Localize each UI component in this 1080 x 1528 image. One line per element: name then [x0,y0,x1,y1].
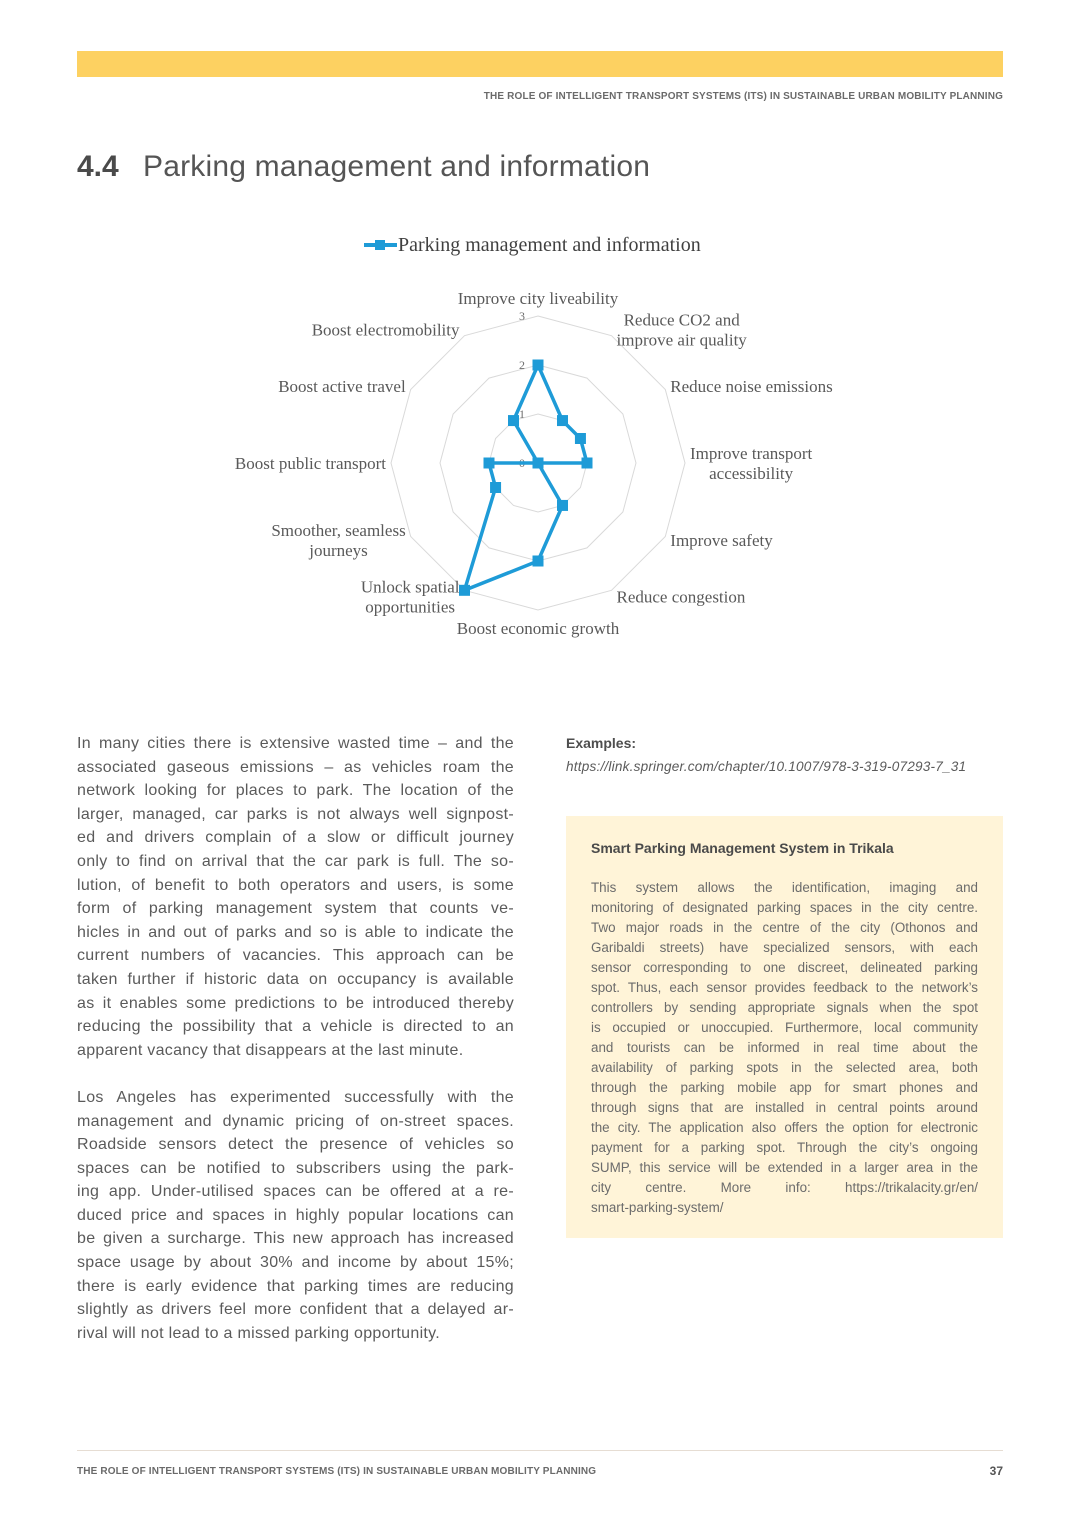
running-footer-title: THE ROLE OF INTELLIGENT TRANSPORT SYSTEMS (ITS) IN SUSTAINABLE URBAN MOBILITY PLANNING [77,1466,597,1477]
text-line: lution, of benefit to both operators and users, is some [77,876,514,894]
body-paragraph [77,1086,514,1346]
data-point-marker [533,556,544,567]
text-line: and tourists can be informed in real time about the [591,1040,978,1055]
text-line: spot. Thus, each sensor provides feedback to the network’s [591,980,978,995]
section-number: 4.4 [77,150,119,183]
axis-category-label: Improve safety [670,531,773,550]
radial-tick-label: 0 [519,456,525,470]
data-point-marker [490,482,501,493]
data-point-marker [508,415,519,426]
text-line: is occupied or unoccupied. Furthermore, local community [591,1020,978,1035]
data-point-marker [533,458,544,469]
axis-category-label: Boost public transport [234,454,386,473]
data-point-marker [557,415,568,426]
text-line: as it enables some predictions to be introduced thereby [77,994,514,1012]
text-line: apparent vacancy that disappears at the last minute. [77,1041,464,1059]
text-line: In many cities there is extensive wasted time – and the [77,735,514,752]
text-line: Two major roads in the centre of the city (Othonos and [591,920,978,935]
text-line: associated gaseous emissions – as vehicles roam the [77,758,514,776]
data-point-marker [484,458,495,469]
running-header-title: THE ROLE OF INTELLIGENT TRANSPORT SYSTEMS (ITS) IN SUSTAINABLE URBAN MOBILITY PLANNING [483,91,1003,102]
text-line: through signs that are installed in central points around [591,1100,978,1115]
axis-category-label: Reduce congestion [616,587,746,607]
text-line: reducing the possibility that a vehicle is directed to an [77,1018,514,1036]
text-line: availability of parking spots in the selected area, both [591,1060,978,1075]
axis-category-label: Reduce CO2 and [623,310,740,330]
radial-tick-label: 1 [519,407,525,421]
text-line: payment for a parking spot. Through the city’s ongoing [591,1140,978,1155]
axis-category-label: Improve city liveability [457,289,619,308]
text-line: through the parking mobile app for smart phones and [591,1080,978,1095]
axis-category-label: accessibility [709,464,794,483]
data-point-marker [557,500,568,511]
case-study-body [591,878,978,1218]
page-number: 37 [989,1464,1003,1478]
text-line: current numbers of vacancies. This approach can be [77,947,514,965]
body-paragraph [77,732,514,1062]
axis-category-label: opportunities [365,597,456,617]
text-line: taken further if historic data on occupancy is available [77,970,514,988]
axis-category-label: Boost electromobility [311,320,460,340]
series-line [465,365,588,590]
case-study-box [566,816,1003,1238]
text-line: hicles in and out of parks and so is able to indicate the [77,923,514,941]
footer-divider [77,1450,1003,1451]
text-line: duced price and spaces in highly popular locations can [77,1206,514,1224]
text-line: smart-parking-system/ [591,1200,724,1215]
radial-tick-label: 2 [519,358,525,372]
case-study-title: Smart Parking Management System in Trikala [591,840,894,856]
axis-category-label: Smoother, seamless [271,521,406,540]
radar-chart [0,0,1080,700]
legend-label: Parking management and information [398,234,701,256]
axis-category-label: Boost economic growth [456,619,620,638]
examples-link[interactable]: https://link.springer.com/chapter/10.1007/978-3-319-07293-7_31 [566,759,967,774]
text-line: sensor corresponding to one discreet, delineated parking [591,960,978,975]
data-point-marker [459,585,470,596]
text-line: form of parking management system that counts ve- [77,900,514,918]
text-line: network looking for places to park. The location of the [77,782,514,800]
text-line: monitoring of designated parking spaces in the city centre. [591,900,978,915]
text-line: slightly as drivers feel more confident that a delayed ar- [77,1301,514,1319]
radial-tick-label: 3 [519,309,525,323]
body-text-column [77,732,514,1345]
text-line: larger, managed, car parks is not always well signpost- [77,805,514,823]
axis-category-label: Reduce noise emissions [670,377,833,396]
text-line: SUMP, this service will be extended in a larger area in the [591,1160,978,1175]
text-line: be given a surcharge. This new approach has increased [77,1230,514,1248]
text-line: management and dynamic pricing of on-street spaces. [77,1112,514,1130]
text-line: This system allows the identification, imaging and [591,880,978,895]
text-line: Roadside sensors detect the presence of vehicles so [77,1136,514,1154]
text-line: rival will not lead to a missed parking opportunity. [77,1324,441,1342]
section-title: Parking management and information [143,150,651,183]
data-point-marker [582,458,593,469]
examples-heading: Examples: [566,735,637,751]
text-line: Los Angeles has experimented successfully with the [77,1088,514,1106]
axis-category-label: Boost active travel [278,377,406,396]
text-line: the city. The application also offers the option for electronic [591,1120,978,1135]
text-line: ing app. Under-utilised spaces can be offered at a re- [77,1183,514,1201]
text-line: ed and drivers complain of a slow or difficult journey [77,829,514,847]
text-line: spaces can be notified to subscribers using the park- [77,1159,514,1177]
text-line: there is early evidence that parking times are reducing [77,1277,514,1295]
axis-category-label: journeys [309,541,368,560]
axis-category-label: Unlock spatial [360,577,460,597]
data-point-marker [533,360,544,371]
data-point-marker [575,433,586,444]
text-line: only to find on arrival that the car park is full. The so- [77,852,514,870]
text-line: Garibaldi streets) have specialized sensors, with each [591,940,978,955]
text-line: controllers by sending appropriate signals when the spot [591,1000,978,1015]
axis-category-label: Improve transport [690,444,813,463]
text-line: space usage by about 30% and income by about 15%; [77,1254,514,1272]
text-line: city centre. More info: https://trikalacity.gr/en/ [591,1180,978,1195]
axis-category-label: improve air quality [616,330,747,350]
